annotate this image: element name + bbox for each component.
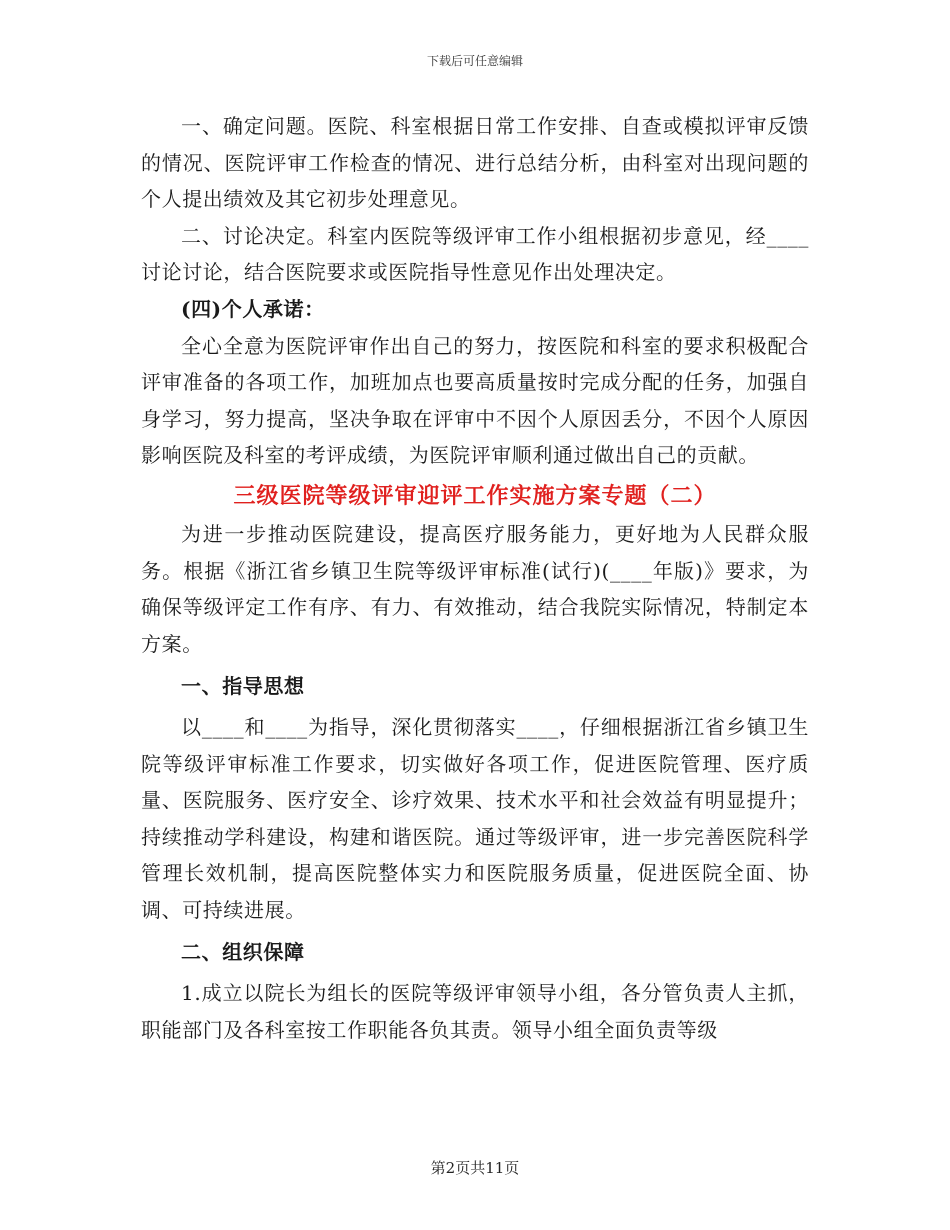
heading-guiding-thought: 一、指导思想 [181,674,305,699]
document-body [141,108,809,1048]
heading-organization: 二、组织保障 [181,940,305,965]
page-number: 第2页共11页 [430,1159,520,1177]
paragraph-intro: 为进一步推动医院建设，提高医疗服务能力，更好地为人民群众服务。根据《浙江省乡镇卫生院等级评审标准(试行)(____年版)》要求，为确保等级评定工作有序、有力、有效推动，结合我院实际情况，特制定本方案。 [141,521,809,656]
page-header: 下载后可任意编辑 [426,54,523,68]
paragraph-organization: 1.成立以院长为组长的医院等级评审领导小组，各分管负责人主抓，职能部门及各科室按工作职能各负其责。领导小组全面负责等级 [141,981,809,1042]
heading-personal-promise: (四)个人承诺： [181,296,325,321]
paragraph-discuss-decide: 二、讨论决定。科室内医院等级评审工作小组根据初步意见，经____讨论讨论，结合医院要求或医院指导性意见作出处理决定。 [141,223,809,285]
paragraph-identify-problem: 一、确定问题。医院、科室根据日常工作安排、自查或模拟评审反馈的情况、医院评审工作检查的情况、进行总结分析，由科室对出现问题的个人提出绩效及其它初步处理意见。 [141,114,809,212]
section-title: 三级医院等级评审迎评工作实施方案专题（二） [233,482,717,509]
paragraph-guiding-thought: 以____和____为指导，深化贯彻落实____，仔细根据浙江省乡镇卫生院等级评审标准工作要求，切实做好各项工作，促进医院管理、医疗质量、医院服务、医疗安全、诊疗效果、技术水平和社会效益有明显提升；持续推动学科建设，构建和谐医院。通过等级评审，进一步完善医院科学管理长效机制，提高医院整体实力和医院服务质量，促进医院全面、协调、可持续进展。 [141,714,809,922]
paragraph-promise-content: 全心全意为医院评审作出自己的努力，按医院和科室的要求积极配合评审准备的各项工作，加班加点也要高质量按时完成分配的任务，加强自身学习，努力提高，坚决争取在评审中不因个人原因丢分，不因个人原因影响医院及科室的考评成绩，为医院评审顺利通过做出自己的贡献。 [141,333,809,468]
